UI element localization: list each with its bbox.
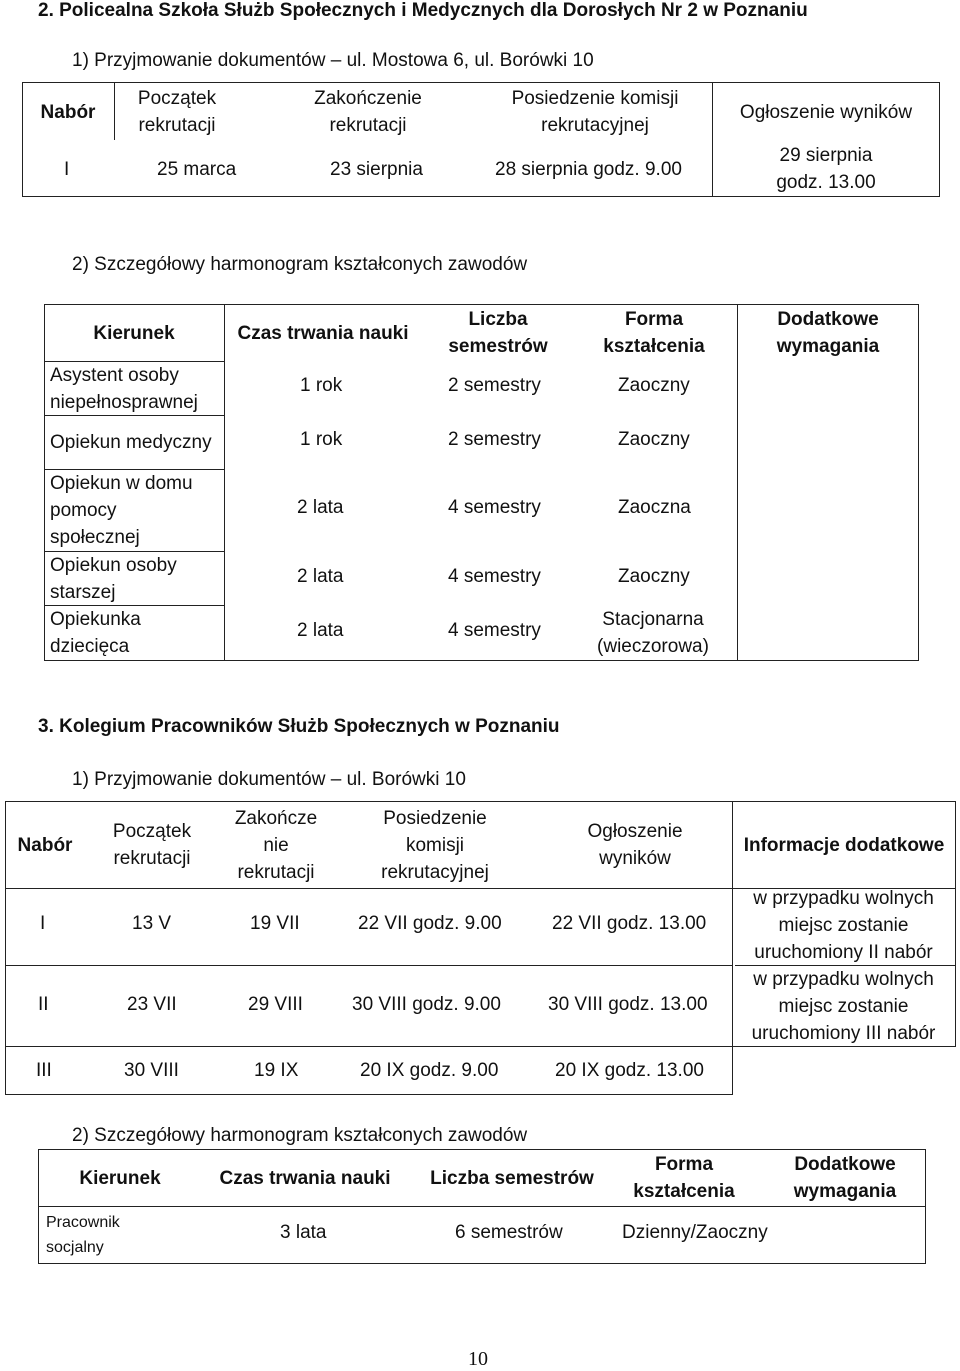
recruitment-end: 19 IX	[254, 1060, 299, 1081]
row-nabor: I	[64, 159, 70, 180]
section3-documents-address: 1) Przyjmowanie dokumentów – ul. Borówki 10	[72, 769, 466, 790]
header-nabor: Nabór	[40, 101, 96, 123]
program-duration: 2 lata	[297, 620, 344, 641]
program-semesters: 2 semestry	[448, 375, 541, 396]
program-name: Opiekunka dziecięca	[50, 609, 141, 657]
recruitment-start: 23 VII	[127, 994, 177, 1015]
program-semesters: 4 semestry	[448, 566, 541, 587]
row-committee: 28 sierpnia godz. 9.00	[495, 159, 682, 180]
program-name: Opiekun w domu pomocy społecznej	[50, 473, 193, 548]
section2-schedule-heading: 2) Szczegółowy harmonogram kształconych zawodów	[72, 254, 528, 275]
program-form: Dzienny/Zaoczny	[622, 1222, 768, 1243]
header-requirements: Dodatkowe wymagania	[776, 309, 880, 357]
row-end: 23 sierpnia	[330, 159, 423, 180]
section3-schedule-heading: 2) Szczegółowy harmonogram kształconych zawodów	[72, 1125, 528, 1146]
info-second-round: w przypadku wolnych miejsc zostanie uruchomiony II nabór	[753, 887, 934, 963]
header-start: Początek rekrutacji	[137, 88, 217, 136]
header-kierunek: Kierunek	[79, 1167, 161, 1189]
program-form: Zaoczna	[618, 497, 691, 518]
program-form: Zaoczny	[618, 566, 690, 587]
recruitment-round: III	[36, 1060, 52, 1081]
header-results: Ogłoszenie wyników	[739, 101, 913, 123]
program-duration: 1 rok	[300, 429, 343, 450]
recruitment-results: 22 VII godz. 13.00	[552, 913, 707, 934]
program-name: Asystent osoby niepełnosprawnej	[50, 364, 198, 413]
recruitment-end: 29 VIII	[248, 994, 303, 1015]
section3-heading: 3. Kolegium Pracowników Służb Społecznych w Poznaniu	[38, 716, 560, 737]
header-form: Forma kształcenia	[633, 1154, 735, 1202]
header-requirements: Dodatkowe wymagania	[793, 1154, 897, 1202]
program-duration: 3 lata	[280, 1222, 327, 1243]
header-form: Forma kształcenia	[603, 309, 705, 357]
program-semesters: 4 semestry	[448, 620, 541, 641]
recruitment-committee: 22 VII godz. 9.00	[358, 913, 502, 934]
header-end: Zakończenie rekrutacji	[314, 88, 422, 136]
program-name: Pracownik socjalny	[46, 1214, 120, 1256]
program-duration: 1 rok	[300, 375, 343, 396]
header-results: Ogłoszenie wyników	[587, 821, 683, 869]
recruitment-start: 30 VIII	[124, 1060, 179, 1081]
program-form: Stacjonarna (wieczorowa)	[597, 609, 709, 657]
program-duration: 2 lata	[297, 566, 344, 587]
program-name: Opiekun medyczny	[50, 432, 212, 453]
header-duration: Czas trwania nauki	[237, 322, 409, 344]
header-info: Informacje dodatkowe	[743, 834, 945, 856]
recruitment-results: 20 IX godz. 13.00	[555, 1060, 704, 1081]
program-semesters: 4 semestry	[448, 497, 541, 518]
recruitment-round: II	[38, 994, 49, 1015]
recruitment-committee: 20 IX godz. 9.00	[360, 1060, 499, 1081]
header-nabor: Nabór	[17, 834, 73, 856]
program-name: Opiekun osoby starszej	[50, 554, 177, 603]
header-committee: Posiedzenie komisji rekrutacyjnej	[511, 88, 679, 136]
recruitment-end: 19 VII	[250, 913, 300, 934]
page-number: 10	[468, 1348, 488, 1370]
header-committee: Posiedzenie komisji rekrutacyjnej	[381, 807, 489, 883]
program-form: Zaoczny	[618, 375, 690, 396]
recruitment-round: I	[40, 913, 46, 934]
program-form: Zaoczny	[618, 429, 690, 450]
program-duration: 2 lata	[297, 497, 344, 518]
section2-heading: 2. Policealna Szkoła Służb Społecznych i Medycznych dla Dorosłych Nr 2 w Poznaniu	[38, 0, 808, 21]
program-semesters: 6 semestrów	[455, 1222, 563, 1243]
row-start: 25 marca	[157, 159, 237, 180]
program-semesters: 2 semestry	[448, 429, 541, 450]
header-semesters: Liczba semestrów	[448, 309, 548, 357]
recruitment-start: 13 V	[132, 913, 172, 934]
recruitment-committee: 30 VIII godz. 9.00	[352, 994, 501, 1015]
header-start: Początek rekrutacji	[112, 821, 192, 869]
header-end: Zakończe nie rekrutacji	[234, 807, 318, 883]
header-kierunek: Kierunek	[93, 322, 175, 344]
header-duration: Czas trwania nauki	[219, 1167, 391, 1189]
header-semesters: Liczba semestrów	[430, 1167, 594, 1189]
info-third-round: w przypadku wolnych miejsc zostanie uruchomiony III nabór	[751, 968, 936, 1044]
recruitment-results: 30 VIII godz. 13.00	[548, 994, 708, 1015]
row-results: 29 sierpnia godz. 13.00	[776, 145, 876, 193]
section2-documents-address: 1) Przyjmowanie dokumentów – ul. Mostowa 6, ul. Borówki 10	[72, 50, 594, 71]
